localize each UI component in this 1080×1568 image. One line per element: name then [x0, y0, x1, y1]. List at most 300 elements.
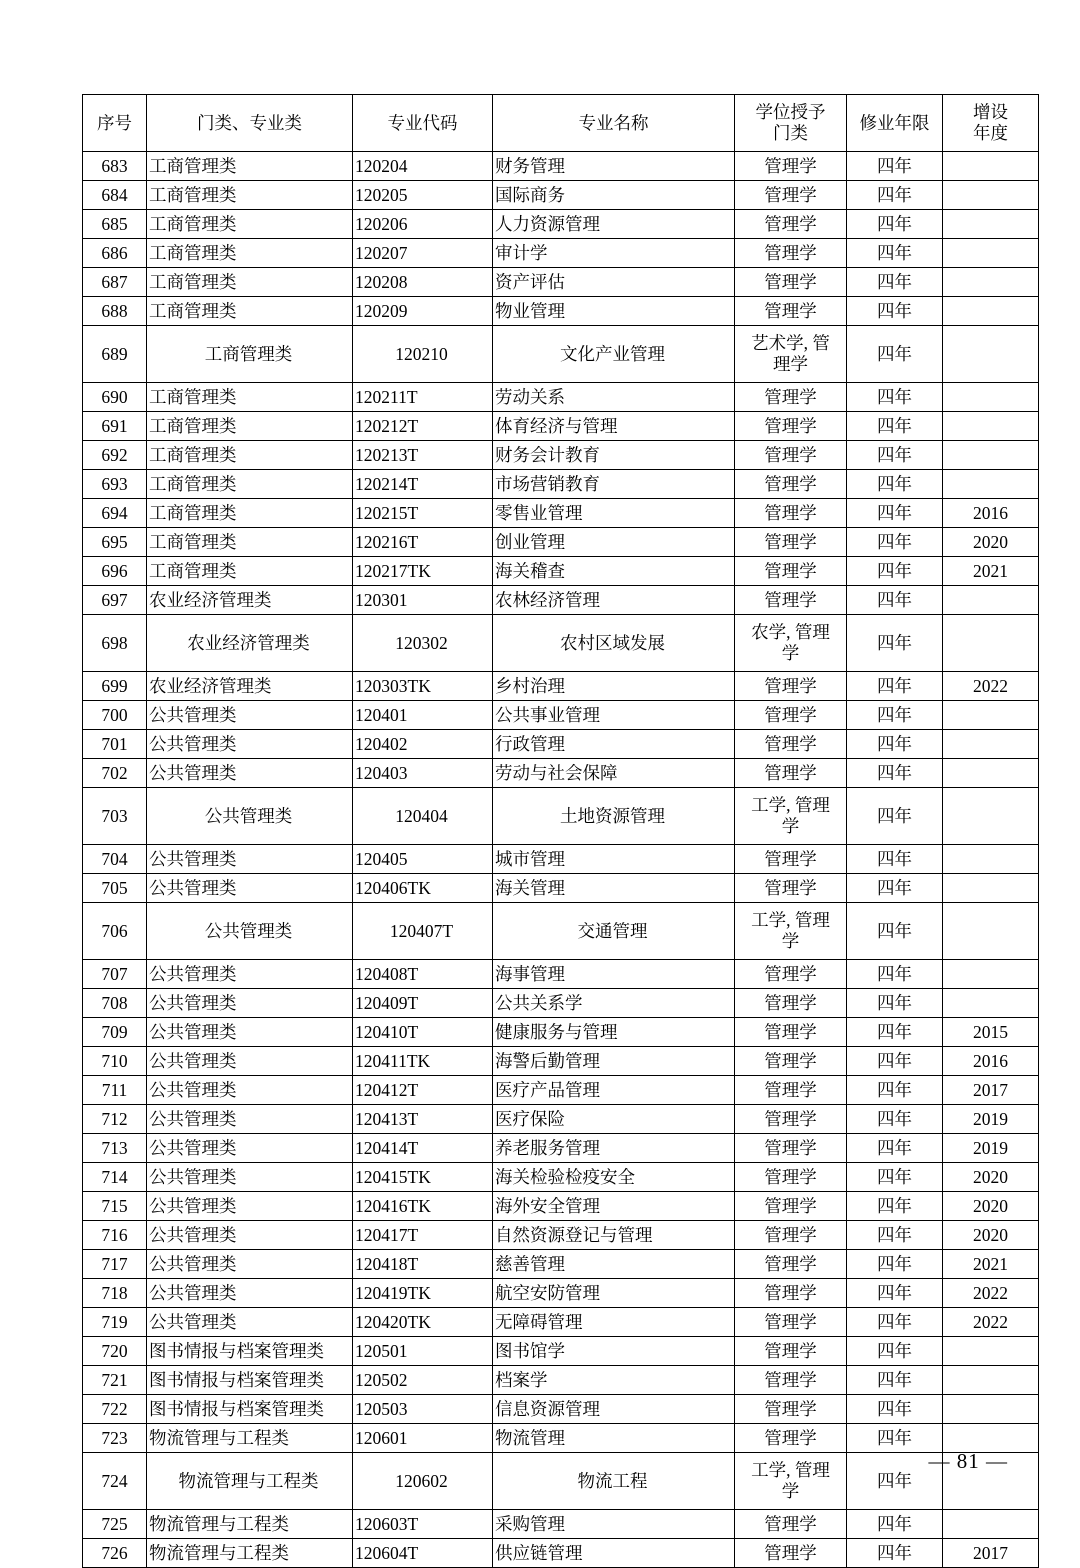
cell-serial-number: 685 [83, 210, 147, 239]
cell-degree-category: 管理学 [735, 1337, 847, 1366]
col-header-degree-line2: 门类 [773, 123, 808, 143]
cell-study-years: 四年 [847, 1163, 943, 1192]
cell-major-name: 行政管理 [493, 730, 735, 759]
cell-major-name: 海事管理 [493, 960, 735, 989]
cell-degree-category: 管理学 [735, 528, 847, 557]
cell-serial-number: 702 [83, 759, 147, 788]
cell-major-code: 120405 [353, 845, 493, 874]
cell-study-years: 四年 [847, 1539, 943, 1568]
cell-major-code: 120401 [353, 701, 493, 730]
table-row [83, 1395, 1039, 1424]
cell-major-code: 120205 [353, 181, 493, 210]
cell-serial-number: 686 [83, 239, 147, 268]
cell-study-years: 四年 [847, 1366, 943, 1395]
cell-study-years: 四年 [847, 210, 943, 239]
cell-serial-number: 720 [83, 1337, 147, 1366]
cell-major-code: 120603T [353, 1510, 493, 1539]
major-catalog-table [82, 94, 1039, 1568]
cell-category: 工商管理类 [147, 239, 353, 268]
cell-study-years: 四年 [847, 441, 943, 470]
cell-added-year [943, 181, 1039, 210]
cell-major-name: 审计学 [493, 239, 735, 268]
cell-degree-line2: 学 [781, 643, 800, 663]
cell-added-year [943, 441, 1039, 470]
cell-study-years: 四年 [847, 326, 943, 383]
cell-major-name: 医疗产品管理 [493, 1076, 735, 1105]
cell-major-code: 120215T [353, 499, 493, 528]
major-catalog-table-wrap [82, 94, 1008, 1568]
cell-major-name: 公共事业管理 [493, 701, 735, 730]
cell-category: 公共管理类 [147, 874, 353, 903]
table-row [83, 557, 1039, 586]
cell-degree-category: 管理学 [735, 297, 847, 326]
cell-category: 物流管理与工程类 [147, 1539, 353, 1568]
cell-category: 工商管理类 [147, 326, 353, 383]
table-row [83, 1163, 1039, 1192]
cell-major-code: 120213T [353, 441, 493, 470]
cell-serial-number: 684 [83, 181, 147, 210]
cell-added-year [943, 268, 1039, 297]
cell-serial-number: 693 [83, 470, 147, 499]
cell-major-name: 海外安全管理 [493, 1192, 735, 1221]
cell-study-years: 四年 [847, 730, 943, 759]
cell-added-year: 2020 [943, 1221, 1039, 1250]
col-header-degree-line1: 学位授予 [755, 102, 826, 122]
cell-added-year [943, 586, 1039, 615]
table-row [83, 1539, 1039, 1568]
cell-degree-category: 管理学 [735, 759, 847, 788]
cell-major-code: 120217TK [353, 557, 493, 586]
table-row [83, 730, 1039, 759]
table-row [83, 759, 1039, 788]
cell-major-name: 劳动与社会保障 [493, 759, 735, 788]
cell-added-year: 2022 [943, 1279, 1039, 1308]
cell-serial-number: 712 [83, 1105, 147, 1134]
cell-major-code: 120502 [353, 1366, 493, 1395]
cell-serial-number: 692 [83, 441, 147, 470]
cell-category: 公共管理类 [147, 1047, 353, 1076]
cell-serial-number: 709 [83, 1018, 147, 1047]
cell-serial-number: 698 [83, 615, 147, 672]
cell-study-years: 四年 [847, 383, 943, 412]
cell-major-code: 120402 [353, 730, 493, 759]
table-row [83, 1076, 1039, 1105]
cell-major-code: 120411TK [353, 1047, 493, 1076]
col-header-category: 门类、专业类 [147, 95, 353, 152]
cell-major-name: 零售业管理 [493, 499, 735, 528]
cell-degree-category: 管理学 [735, 1366, 847, 1395]
cell-degree-category: 管理学 [735, 441, 847, 470]
page-number: — 81 — [928, 1449, 1008, 1473]
cell-study-years: 四年 [847, 615, 943, 672]
cell-study-years: 四年 [847, 557, 943, 586]
cell-major-code: 120420TK [353, 1308, 493, 1337]
table-row [83, 152, 1039, 181]
cell-category: 公共管理类 [147, 701, 353, 730]
cell-major-code: 120416TK [353, 1192, 493, 1221]
cell-major-code: 120407T [353, 903, 493, 960]
cell-study-years: 四年 [847, 989, 943, 1018]
cell-added-year [943, 701, 1039, 730]
cell-category: 工商管理类 [147, 557, 353, 586]
cell-study-years: 四年 [847, 586, 943, 615]
col-header-no: 序号 [83, 95, 147, 152]
col-header-years: 修业年限 [847, 95, 943, 152]
cell-study-years: 四年 [847, 1424, 943, 1453]
cell-category: 物流管理与工程类 [147, 1424, 353, 1453]
cell-degree-category: 管理学 [735, 1279, 847, 1308]
cell-degree-category: 管理学 [735, 412, 847, 441]
cell-study-years: 四年 [847, 788, 943, 845]
col-header-added-line2: 年度 [973, 123, 1008, 143]
table-row [83, 239, 1039, 268]
cell-degree-line1: 工学, 管理 [751, 910, 830, 930]
cell-degree-category: 管理学 [735, 586, 847, 615]
table-body [83, 152, 1039, 1568]
cell-added-year: 2016 [943, 499, 1039, 528]
cell-study-years: 四年 [847, 1018, 943, 1047]
table-row [83, 701, 1039, 730]
cell-major-code: 120206 [353, 210, 493, 239]
cell-serial-number: 708 [83, 989, 147, 1018]
cell-degree-line1: 艺术学, 管 [751, 333, 830, 353]
table-row [83, 874, 1039, 903]
table-header [83, 95, 1039, 152]
cell-added-year: 2021 [943, 1250, 1039, 1279]
cell-degree-category: 管理学 [735, 672, 847, 701]
cell-major-code: 120301 [353, 586, 493, 615]
cell-study-years: 四年 [847, 470, 943, 499]
cell-category: 公共管理类 [147, 989, 353, 1018]
cell-major-code: 120415TK [353, 1163, 493, 1192]
cell-added-year: 2022 [943, 1308, 1039, 1337]
cell-major-name: 医疗保险 [493, 1105, 735, 1134]
cell-degree-line1: 农学, 管理 [751, 622, 830, 642]
cell-study-years: 四年 [847, 672, 943, 701]
table-row [83, 210, 1039, 239]
cell-major-code: 120204 [353, 152, 493, 181]
cell-serial-number: 705 [83, 874, 147, 903]
cell-major-name: 供应链管理 [493, 1539, 735, 1568]
cell-major-code: 120403 [353, 759, 493, 788]
cell-added-year: 2021 [943, 557, 1039, 586]
table-row [83, 470, 1039, 499]
table-row [83, 903, 1039, 960]
table-row [83, 1250, 1039, 1279]
cell-degree-category: 管理学 [735, 989, 847, 1018]
cell-serial-number: 689 [83, 326, 147, 383]
cell-major-code: 120210 [353, 326, 493, 383]
cell-study-years: 四年 [847, 701, 943, 730]
cell-major-name: 公共关系学 [493, 989, 735, 1018]
cell-study-years: 四年 [847, 1250, 943, 1279]
cell-serial-number: 719 [83, 1308, 147, 1337]
table-row [83, 1134, 1039, 1163]
cell-category: 公共管理类 [147, 1105, 353, 1134]
table-row [83, 615, 1039, 672]
cell-major-name: 财务管理 [493, 152, 735, 181]
cell-serial-number: 726 [83, 1539, 147, 1568]
cell-degree-category: 管理学 [735, 1163, 847, 1192]
cell-major-code: 120503 [353, 1395, 493, 1424]
cell-serial-number: 710 [83, 1047, 147, 1076]
cell-degree-category: 管理学 [735, 845, 847, 874]
cell-major-code: 120417T [353, 1221, 493, 1250]
cell-serial-number: 721 [83, 1366, 147, 1395]
cell-degree-category: 管理学 [735, 1510, 847, 1539]
col-header-added-line1: 增设 [973, 102, 1008, 122]
cell-study-years: 四年 [847, 152, 943, 181]
cell-degree-category: 管理学 [735, 1192, 847, 1221]
table-row [83, 1337, 1039, 1366]
cell-added-year: 2020 [943, 1163, 1039, 1192]
cell-category: 公共管理类 [147, 1250, 353, 1279]
cell-added-year [943, 383, 1039, 412]
cell-serial-number: 700 [83, 701, 147, 730]
cell-category: 农业经济管理类 [147, 586, 353, 615]
cell-serial-number: 718 [83, 1279, 147, 1308]
table-row [83, 499, 1039, 528]
cell-category: 工商管理类 [147, 297, 353, 326]
cell-category: 工商管理类 [147, 210, 353, 239]
cell-category: 图书情报与档案管理类 [147, 1337, 353, 1366]
cell-major-name: 海关检验检疫安全 [493, 1163, 735, 1192]
cell-study-years: 四年 [847, 412, 943, 441]
cell-serial-number: 697 [83, 586, 147, 615]
cell-degree-category: 管理学 [735, 210, 847, 239]
cell-study-years: 四年 [847, 1047, 943, 1076]
cell-category: 公共管理类 [147, 1221, 353, 1250]
cell-serial-number: 687 [83, 268, 147, 297]
cell-added-year [943, 210, 1039, 239]
cell-serial-number: 722 [83, 1395, 147, 1424]
cell-study-years: 四年 [847, 845, 943, 874]
col-header-degree [735, 95, 847, 152]
cell-category: 工商管理类 [147, 152, 353, 181]
cell-study-years: 四年 [847, 528, 943, 557]
cell-degree-line2: 理学 [773, 354, 808, 374]
cell-major-code: 120409T [353, 989, 493, 1018]
cell-study-years: 四年 [847, 1395, 943, 1424]
cell-added-year [943, 297, 1039, 326]
cell-serial-number: 695 [83, 528, 147, 557]
cell-major-name: 采购管理 [493, 1510, 735, 1539]
cell-major-name: 人力资源管理 [493, 210, 735, 239]
cell-study-years: 四年 [847, 1308, 943, 1337]
cell-degree-category: 管理学 [735, 1395, 847, 1424]
cell-added-year: 2020 [943, 1192, 1039, 1221]
cell-category: 工商管理类 [147, 470, 353, 499]
cell-major-name: 体育经济与管理 [493, 412, 735, 441]
cell-study-years: 四年 [847, 1076, 943, 1105]
table-row [83, 672, 1039, 701]
cell-major-code: 120406TK [353, 874, 493, 903]
cell-serial-number: 724 [83, 1453, 147, 1510]
cell-major-name: 物业管理 [493, 297, 735, 326]
cell-added-year [943, 759, 1039, 788]
cell-major-name: 海关稽查 [493, 557, 735, 586]
table-row [83, 1105, 1039, 1134]
cell-category: 公共管理类 [147, 960, 353, 989]
cell-category: 公共管理类 [147, 1192, 353, 1221]
cell-serial-number: 701 [83, 730, 147, 759]
cell-degree-category: 管理学 [735, 1076, 847, 1105]
cell-study-years: 四年 [847, 1337, 943, 1366]
cell-degree-category [735, 903, 847, 960]
cell-serial-number: 699 [83, 672, 147, 701]
cell-study-years: 四年 [847, 1221, 943, 1250]
cell-category: 工商管理类 [147, 181, 353, 210]
cell-degree-category: 管理学 [735, 1250, 847, 1279]
table-row [83, 1510, 1039, 1539]
cell-major-code: 120211T [353, 383, 493, 412]
cell-major-code: 120413T [353, 1105, 493, 1134]
cell-added-year [943, 615, 1039, 672]
cell-degree-category: 管理学 [735, 1047, 847, 1076]
cell-serial-number: 714 [83, 1163, 147, 1192]
cell-serial-number: 696 [83, 557, 147, 586]
cell-category: 公共管理类 [147, 903, 353, 960]
cell-major-code: 120208 [353, 268, 493, 297]
cell-study-years: 四年 [847, 960, 943, 989]
cell-degree-category: 管理学 [735, 557, 847, 586]
cell-degree-category: 管理学 [735, 701, 847, 730]
cell-degree-category [735, 615, 847, 672]
table-row [83, 297, 1039, 326]
cell-major-code: 120604T [353, 1539, 493, 1568]
cell-major-name: 文化产业管理 [493, 326, 735, 383]
cell-added-year [943, 845, 1039, 874]
cell-category: 农业经济管理类 [147, 672, 353, 701]
cell-major-code: 120207 [353, 239, 493, 268]
cell-serial-number: 703 [83, 788, 147, 845]
col-header-name: 专业名称 [493, 95, 735, 152]
cell-category: 公共管理类 [147, 1018, 353, 1047]
cell-added-year [943, 326, 1039, 383]
cell-major-code: 120419TK [353, 1279, 493, 1308]
cell-degree-category [735, 788, 847, 845]
cell-degree-category: 管理学 [735, 1539, 847, 1568]
cell-study-years: 四年 [847, 499, 943, 528]
cell-major-name: 无障碍管理 [493, 1308, 735, 1337]
cell-major-name: 劳动关系 [493, 383, 735, 412]
cell-category: 物流管理与工程类 [147, 1510, 353, 1539]
table-row [83, 1221, 1039, 1250]
cell-added-year: 2022 [943, 672, 1039, 701]
cell-major-code: 120501 [353, 1337, 493, 1366]
cell-major-code: 120216T [353, 528, 493, 557]
table-row [83, 1192, 1039, 1221]
cell-study-years: 四年 [847, 1192, 943, 1221]
cell-major-name: 土地资源管理 [493, 788, 735, 845]
cell-serial-number: 717 [83, 1250, 147, 1279]
cell-serial-number: 711 [83, 1076, 147, 1105]
cell-major-name: 档案学 [493, 1366, 735, 1395]
cell-study-years: 四年 [847, 1510, 943, 1539]
cell-degree-category: 管理学 [735, 960, 847, 989]
cell-major-name: 海关管理 [493, 874, 735, 903]
table-row [83, 1366, 1039, 1395]
cell-major-name: 物流管理 [493, 1424, 735, 1453]
cell-category: 工商管理类 [147, 441, 353, 470]
cell-degree-line2: 学 [781, 816, 800, 836]
cell-major-name: 慈善管理 [493, 1250, 735, 1279]
cell-major-code: 120214T [353, 470, 493, 499]
cell-major-name: 海警后勤管理 [493, 1047, 735, 1076]
table-row [83, 788, 1039, 845]
cell-degree-category: 管理学 [735, 152, 847, 181]
table-row [83, 586, 1039, 615]
cell-added-year: 2016 [943, 1047, 1039, 1076]
cell-added-year [943, 1510, 1039, 1539]
cell-study-years: 四年 [847, 181, 943, 210]
cell-category: 公共管理类 [147, 1279, 353, 1308]
cell-degree-category: 管理学 [735, 1105, 847, 1134]
table-row [83, 181, 1039, 210]
cell-category: 公共管理类 [147, 1134, 353, 1163]
table-row [83, 412, 1039, 441]
cell-added-year [943, 989, 1039, 1018]
cell-major-name: 乡村治理 [493, 672, 735, 701]
cell-category: 工商管理类 [147, 383, 353, 412]
cell-serial-number: 723 [83, 1424, 147, 1453]
cell-category: 工商管理类 [147, 268, 353, 297]
cell-degree-category: 管理学 [735, 1424, 847, 1453]
cell-major-code: 120212T [353, 412, 493, 441]
cell-major-name: 信息资源管理 [493, 1395, 735, 1424]
table-row [83, 528, 1039, 557]
cell-degree-category: 管理学 [735, 1308, 847, 1337]
cell-added-year [943, 874, 1039, 903]
cell-degree-line2: 学 [781, 931, 800, 951]
cell-study-years: 四年 [847, 1105, 943, 1134]
cell-major-code: 120303TK [353, 672, 493, 701]
cell-major-name: 养老服务管理 [493, 1134, 735, 1163]
cell-major-code: 120404 [353, 788, 493, 845]
cell-degree-category: 管理学 [735, 470, 847, 499]
cell-added-year: 2017 [943, 1539, 1039, 1568]
table-row [83, 960, 1039, 989]
cell-serial-number: 725 [83, 1510, 147, 1539]
cell-category: 工商管理类 [147, 528, 353, 557]
cell-category: 公共管理类 [147, 759, 353, 788]
cell-category: 物流管理与工程类 [147, 1453, 353, 1510]
cell-degree-category: 管理学 [735, 181, 847, 210]
cell-major-name: 创业管理 [493, 528, 735, 557]
cell-major-code: 120410T [353, 1018, 493, 1047]
cell-major-code: 120418T [353, 1250, 493, 1279]
cell-degree-category [735, 326, 847, 383]
cell-category: 工商管理类 [147, 412, 353, 441]
table-row [83, 1047, 1039, 1076]
cell-category: 图书情报与档案管理类 [147, 1366, 353, 1395]
cell-serial-number: 694 [83, 499, 147, 528]
cell-major-code: 120412T [353, 1076, 493, 1105]
cell-category: 工商管理类 [147, 499, 353, 528]
header-row [83, 95, 1039, 152]
cell-degree-category: 管理学 [735, 268, 847, 297]
cell-major-name: 农村区域发展 [493, 615, 735, 672]
cell-degree-category: 管理学 [735, 730, 847, 759]
cell-major-code: 120602 [353, 1453, 493, 1510]
cell-added-year [943, 903, 1039, 960]
cell-added-year [943, 239, 1039, 268]
cell-degree-category: 管理学 [735, 1018, 847, 1047]
cell-study-years: 四年 [847, 268, 943, 297]
table-row [83, 1279, 1039, 1308]
cell-degree-category: 管理学 [735, 499, 847, 528]
cell-study-years: 四年 [847, 874, 943, 903]
